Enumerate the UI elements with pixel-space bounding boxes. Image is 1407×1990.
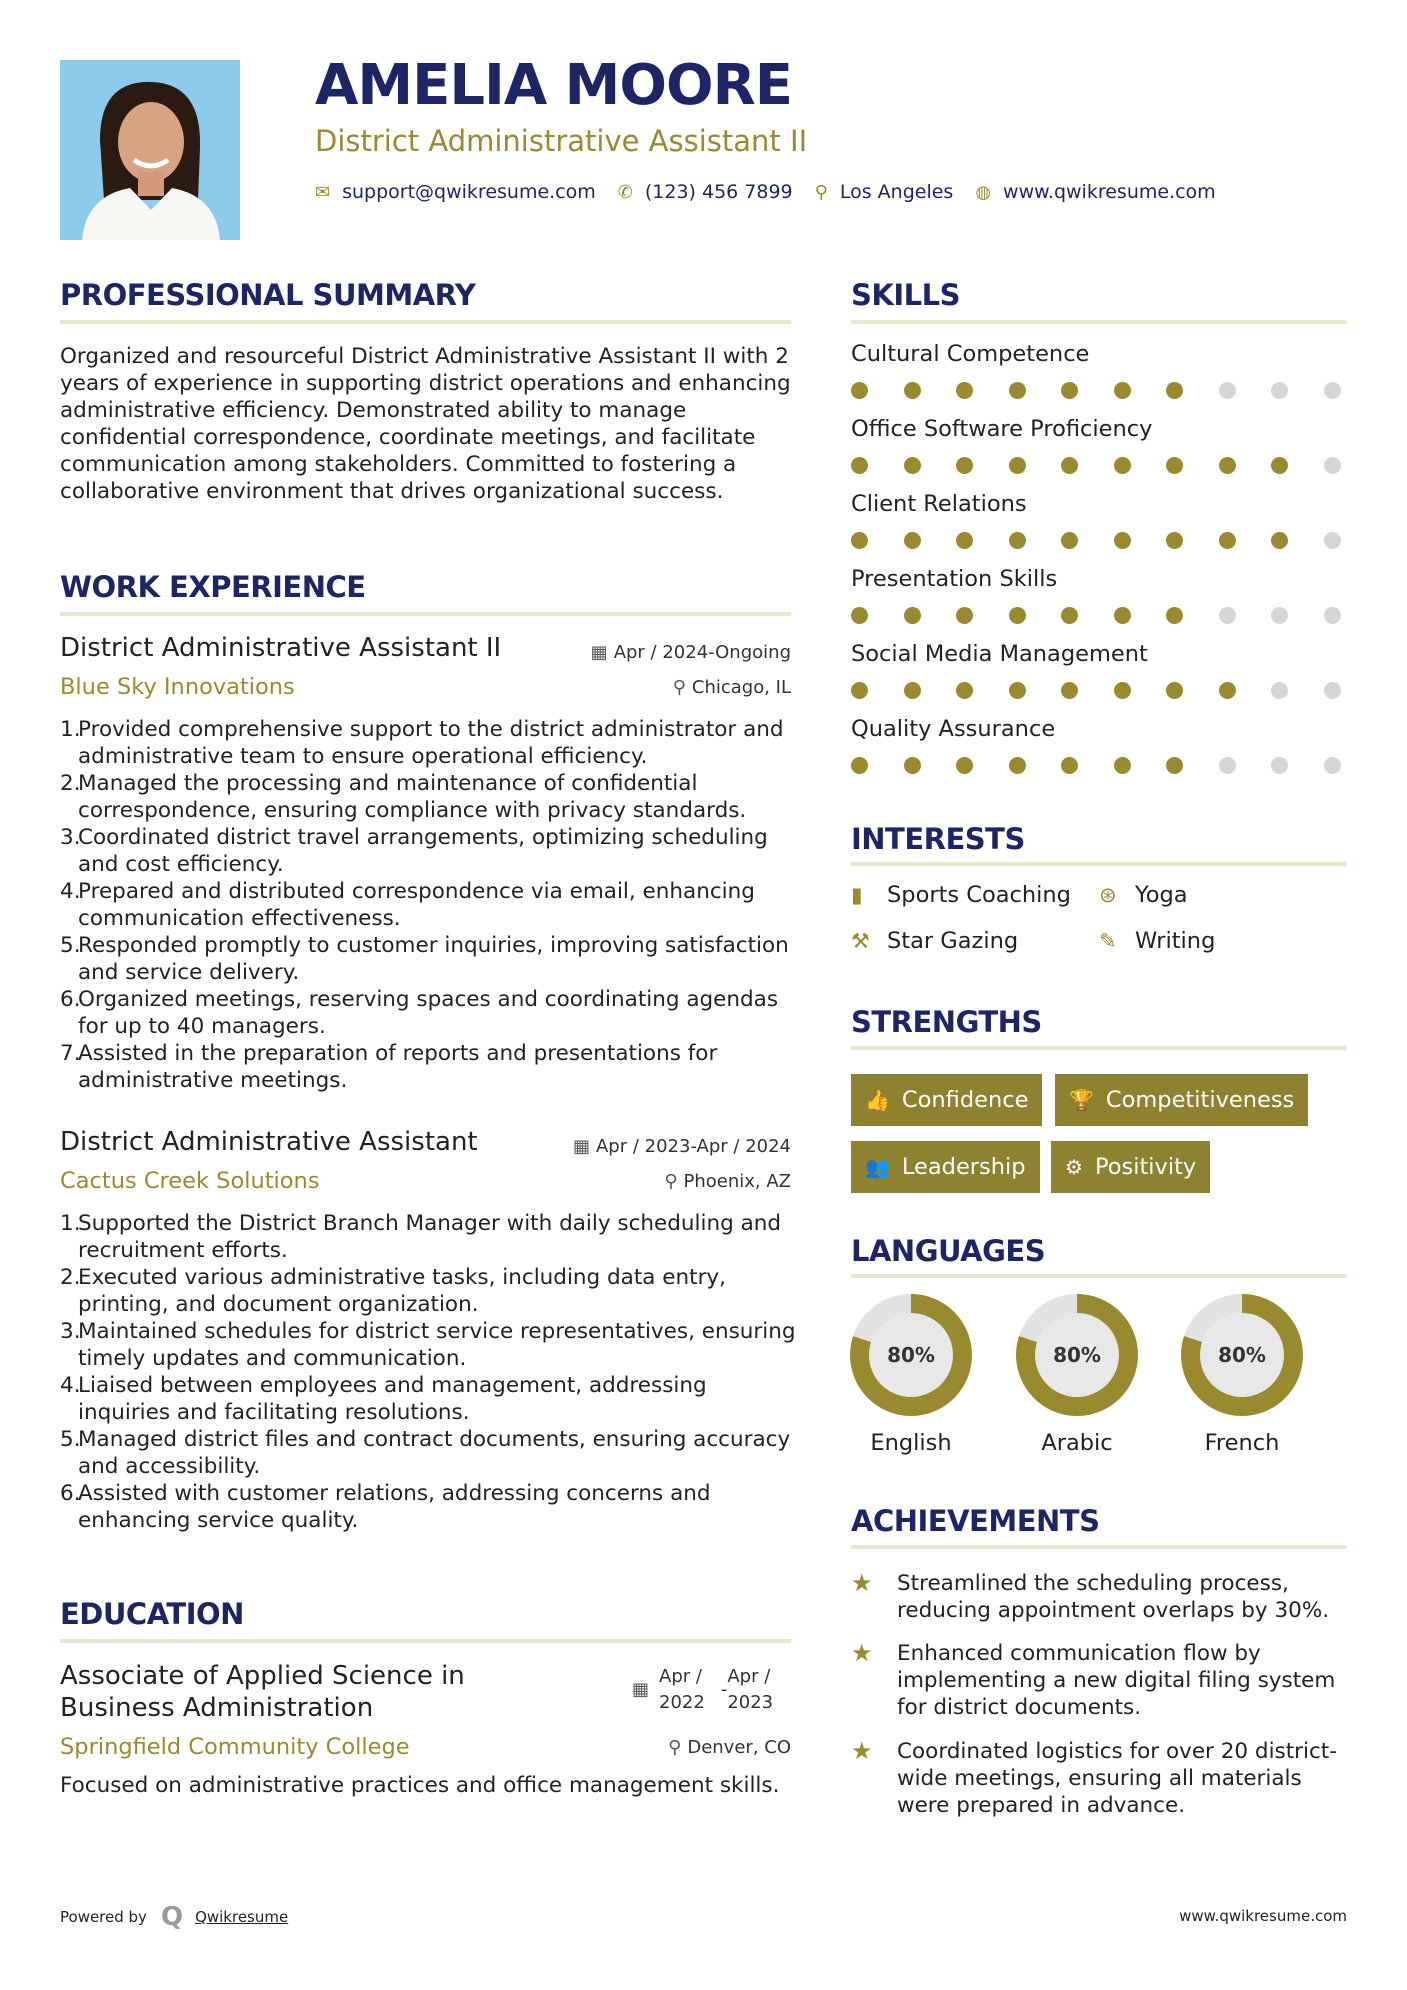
- skill-row: [851, 641, 1341, 716]
- languages-title: LANGUAGES: [851, 1234, 1046, 1268]
- avatar: [60, 60, 240, 240]
- candidate-role: District Administrative Assistant II: [315, 124, 808, 158]
- pin-icon: ⚲: [664, 1171, 678, 1192]
- language-ring: [1181, 1294, 1303, 1416]
- star-icon: ★: [851, 1569, 873, 1597]
- rating-dot-filled: [851, 532, 868, 549]
- candidate-name: AMELIA MOORE: [315, 53, 792, 118]
- thumbs-up-icon: 👍: [865, 1088, 890, 1112]
- contact-email[interactable]: support@qwikresume.com: [342, 181, 596, 203]
- interest-item: [1099, 928, 1215, 954]
- job-company: Blue Sky Innovations: [60, 674, 295, 700]
- rating-dot-filled: [956, 382, 973, 399]
- education-location: [668, 1737, 791, 1758]
- strength-label: Positivity: [1094, 1154, 1197, 1180]
- languages-divider: [851, 1274, 1347, 1278]
- rating-dot-empty: [1271, 607, 1288, 624]
- rating-dot-filled: [904, 457, 921, 474]
- strength-label: Competitiveness: [1105, 1087, 1295, 1113]
- rating-dot-filled: [956, 532, 973, 549]
- summary-text: Organized and resourceful District Administrative Assistant II with 2 years of experience in supporting district operations and enhancing administrative efficiency. Demonstrated ability to manage confidential correspondence, coordinate meetings, and facilitate communication among stakeholders. Committed to fostering a collaborative environment that drives organizational success.: [60, 344, 791, 504]
- skill-rating: [851, 682, 1341, 699]
- language-ring: [850, 1294, 972, 1416]
- interest-label: Sports Coaching: [887, 882, 1071, 908]
- list-item: Organized meetings, reserving spaces and coordinating agendas for up to 40 managers.: [78, 987, 779, 1039]
- envelope-icon: ✉: [315, 181, 331, 203]
- skills-list: [851, 341, 1341, 791]
- strengths-title: STRENGTHS: [851, 1005, 1042, 1039]
- skill-name: Presentation Skills: [851, 566, 1058, 592]
- phone-icon: ✆: [617, 181, 633, 203]
- rating-dot-filled: [956, 757, 973, 774]
- rating-dot-filled: [956, 607, 973, 624]
- job-dates-text: Apr / 2023-Apr / 2024: [595, 1136, 791, 1157]
- education-divider: [60, 1639, 791, 1643]
- profile-photo: [60, 60, 240, 240]
- skill-name: Office Software Proficiency: [851, 416, 1153, 442]
- rating-dot-filled: [851, 607, 868, 624]
- language-name: Arabic: [1041, 1430, 1113, 1456]
- interest-label: Yoga: [1135, 882, 1188, 908]
- interest-item: [1099, 882, 1188, 908]
- language-percent: 80%: [869, 1313, 953, 1397]
- language-ring: [1016, 1294, 1138, 1416]
- skill-name: Client Relations: [851, 491, 1027, 517]
- rating-dot-empty: [1324, 682, 1341, 699]
- list-item: Liaised between employees and management, addressing inquiries and facilitating resolutions.: [78, 1373, 707, 1425]
- interest-item: [851, 928, 1018, 954]
- skills-divider: [851, 320, 1347, 324]
- language-percent: 80%: [1200, 1313, 1284, 1397]
- education-dates: [632, 1664, 773, 1716]
- rating-dot-filled: [1166, 682, 1183, 699]
- qwikresume-logo-icon: Q: [160, 1902, 184, 1932]
- rating-dot-empty: [1324, 607, 1341, 624]
- calendar-icon: ▦: [572, 1136, 590, 1157]
- skill-name: Quality Assurance: [851, 716, 1056, 742]
- rating-dot-filled: [956, 682, 973, 699]
- star-icon: ★: [851, 1737, 873, 1765]
- rating-dot-empty: [1324, 382, 1341, 399]
- interests-divider: [851, 862, 1347, 866]
- job-location-text: Phoenix, AZ: [683, 1171, 791, 1192]
- work-title: WORK EXPERIENCE: [60, 570, 366, 604]
- rating-dot-filled: [904, 382, 921, 399]
- rating-dot-filled: [851, 682, 868, 699]
- contact-location: Los Angeles: [839, 181, 954, 203]
- rating-dot-filled: [1061, 607, 1078, 624]
- list-item: Prepared and distributed correspondence via email, enhancing communication effectiveness.: [78, 879, 755, 931]
- brand-link[interactable]: Qwikresume: [195, 1908, 289, 1926]
- job-title: District Administrative Assistant II: [60, 633, 502, 663]
- users-icon: 👥: [865, 1155, 890, 1179]
- rating-dot-filled: [904, 757, 921, 774]
- list-item: Supported the District Branch Manager with daily scheduling and recruitment efforts.: [78, 1211, 782, 1263]
- list-item: Responded promptly to customer inquiries, improving satisfaction and service delivery.: [78, 933, 789, 985]
- language-name: English: [870, 1430, 952, 1456]
- rating-dot-filled: [904, 532, 921, 549]
- rating-dot-filled: [1271, 457, 1288, 474]
- rating-dot-filled: [1166, 457, 1183, 474]
- pin-icon: ⚲: [672, 677, 686, 698]
- job-location-text: Chicago, IL: [691, 677, 791, 698]
- strengths-divider: [851, 1046, 1347, 1050]
- edu-start-month: Apr /: [659, 1666, 702, 1687]
- education-title: EDUCATION: [60, 1597, 244, 1631]
- skill-row: [851, 491, 1341, 566]
- interest-label: Star Gazing: [887, 928, 1019, 954]
- strength-label: Confidence: [901, 1087, 1029, 1113]
- education-location-text: Denver, CO: [687, 1737, 791, 1758]
- rating-dot-filled: [904, 607, 921, 624]
- achievement-item: [851, 1640, 1357, 1721]
- rating-dot-filled: [1009, 457, 1026, 474]
- rating-dot-empty: [1324, 757, 1341, 774]
- rating-dot-empty: [1324, 532, 1341, 549]
- interest-item: [851, 882, 1071, 908]
- education-description: Focused on administrative practices and office management skills.: [60, 1773, 780, 1798]
- rating-dot-empty: [1324, 457, 1341, 474]
- skill-rating: [851, 757, 1341, 774]
- skill-row: [851, 566, 1341, 641]
- achievement-text: Enhanced communication flow by implementing a new digital filing system for district documents.: [897, 1641, 1336, 1720]
- edu-end-year: 2023: [727, 1692, 774, 1713]
- rating-dot-filled: [1061, 532, 1078, 549]
- rating-dot-empty: [1271, 682, 1288, 699]
- job-title: District Administrative Assistant: [60, 1127, 478, 1157]
- rating-dot-empty: [1219, 382, 1236, 399]
- interests-title: INTERESTS: [851, 822, 1025, 856]
- rating-dot-filled: [1114, 607, 1131, 624]
- rating-dot-filled: [851, 382, 868, 399]
- rating-dot-filled: [1114, 532, 1131, 549]
- achievement-text: Coordinated logistics for over 20 district-wide meetings, ensuring all materials were prepared in advance.: [897, 1739, 1337, 1818]
- rating-dot-filled: [1061, 382, 1078, 399]
- achievements-title: ACHIEVEMENTS: [851, 1504, 1100, 1538]
- sun-icon: ⚙: [1065, 1155, 1083, 1179]
- language-percent: 80%: [1035, 1313, 1119, 1397]
- skill-row: [851, 341, 1341, 416]
- rating-dot-filled: [956, 457, 973, 474]
- rating-dot-filled: [1271, 532, 1288, 549]
- skill-rating: [851, 457, 1341, 474]
- briefcase-icon: ▮: [851, 883, 863, 907]
- rating-dot-filled: [1009, 682, 1026, 699]
- school-name: Springfield Community College: [60, 1734, 410, 1760]
- calendar-icon: ▦: [632, 1679, 650, 1700]
- edu-date-dash: -: [720, 1679, 728, 1700]
- skill-row: [851, 416, 1341, 491]
- skill-rating: [851, 382, 1341, 399]
- achievement-item: [851, 1570, 1357, 1624]
- gavel-icon: ⚒: [851, 929, 870, 953]
- interest-label: Writing: [1135, 928, 1216, 954]
- contact-phone[interactable]: (123) 456 7899: [644, 181, 793, 203]
- job-location: [673, 677, 791, 698]
- job-duties: [60, 716, 800, 1094]
- list-item: Coordinated district travel arrangements, optimizing scheduling and cost efficiency.: [78, 825, 768, 877]
- rating-dot-filled: [1061, 757, 1078, 774]
- rating-dot-filled: [904, 682, 921, 699]
- job-location: [664, 1171, 791, 1192]
- strength-badge: [851, 1141, 1040, 1193]
- strength-badge: [1051, 1141, 1210, 1193]
- rating-dot-filled: [1166, 532, 1183, 549]
- language-name: French: [1204, 1430, 1280, 1456]
- skill-row: [851, 716, 1341, 791]
- pencil-icon: ✎: [1099, 929, 1117, 953]
- contact-bar: [315, 178, 1238, 206]
- rating-dot-empty: [1219, 607, 1236, 624]
- calendar-icon: ▦: [590, 642, 608, 663]
- map-marker-icon: ⚲: [814, 181, 828, 203]
- rating-dot-filled: [1114, 457, 1131, 474]
- list-item: Managed district files and contract documents, ensuring accuracy and accessibility.: [78, 1427, 791, 1479]
- list-item: Executed various administrative tasks, including data entry, printing, and document organization.: [78, 1265, 726, 1317]
- list-item: Provided comprehensive support to the district administrator and administrative team to ensure operational efficiency.: [78, 717, 784, 769]
- rating-dot-filled: [1219, 457, 1236, 474]
- rating-dot-empty: [1271, 757, 1288, 774]
- work-divider: [60, 612, 791, 616]
- trophy-icon: 🏆: [1069, 1088, 1094, 1112]
- summary-title: PROFESSIONAL SUMMARY: [60, 278, 476, 312]
- achievement-item: [851, 1738, 1357, 1819]
- rating-dot-filled: [1166, 607, 1183, 624]
- rating-dot-filled: [1061, 457, 1078, 474]
- rating-dot-filled: [1114, 682, 1131, 699]
- skills-title: SKILLS: [851, 278, 960, 312]
- job-dates: [591, 642, 791, 663]
- footer-website[interactable]: www.qwikresume.com: [1179, 1907, 1347, 1925]
- job-dates-text: Apr / 2024-Ongoing: [613, 642, 791, 663]
- powered-by-label: Powered by: [60, 1908, 147, 1926]
- strength-label: Leadership: [901, 1154, 1026, 1180]
- list-item: Assisted in the preparation of reports and presentations for administrative meetings.: [78, 1041, 718, 1093]
- rating-dot-filled: [851, 457, 868, 474]
- pin-icon: ⚲: [668, 1737, 682, 1758]
- edu-start-year: 2022: [659, 1692, 705, 1713]
- rating-dot-empty: [1271, 382, 1288, 399]
- rating-dot-filled: [1009, 607, 1026, 624]
- degree-line-2: Business Administration: [60, 1693, 374, 1723]
- job-dates: [573, 1136, 791, 1157]
- rating-dot-filled: [1009, 382, 1026, 399]
- list-item: Maintained schedules for district service representatives, ensuring timely updates and communication.: [78, 1319, 796, 1371]
- achievement-text: Streamlined the scheduling process, reducing appointment overlaps by 30%.: [897, 1571, 1330, 1623]
- degree-line-1: Associate of Applied Science in: [60, 1661, 465, 1691]
- strength-badge: [851, 1074, 1042, 1126]
- job-duties: [60, 1210, 800, 1534]
- contact-website[interactable]: www.qwikresume.com: [1003, 181, 1216, 203]
- rating-dot-filled: [1009, 757, 1026, 774]
- strength-badge: [1055, 1074, 1308, 1126]
- job-company: Cactus Creek Solutions: [60, 1168, 320, 1194]
- summary-divider: [60, 320, 791, 324]
- edu-end-month: Apr /: [727, 1666, 771, 1687]
- rating-dot-filled: [1219, 682, 1236, 699]
- skill-rating: [851, 607, 1341, 624]
- skill-name: Social Media Management: [851, 641, 1148, 667]
- rating-dot-filled: [1219, 532, 1236, 549]
- achievements-divider: [851, 1545, 1347, 1549]
- star-icon: ★: [851, 1639, 873, 1667]
- rating-dot-filled: [1114, 382, 1131, 399]
- rating-dot-filled: [1061, 682, 1078, 699]
- skill-name: Cultural Competence: [851, 341, 1090, 367]
- rating-dot-filled: [1166, 757, 1183, 774]
- skill-rating: [851, 532, 1341, 549]
- rating-dot-filled: [1114, 757, 1131, 774]
- rating-dot-empty: [1219, 757, 1236, 774]
- lifebuoy-icon: ⊛: [1099, 883, 1117, 907]
- degree-title: [60, 1660, 465, 1724]
- rating-dot-filled: [1009, 532, 1026, 549]
- rating-dot-filled: [1166, 382, 1183, 399]
- list-item: Managed the processing and maintenance of confidential correspondence, ensuring compliance with privacy standards.: [78, 771, 747, 823]
- globe-icon: ◍: [975, 181, 992, 203]
- rating-dot-filled: [851, 757, 868, 774]
- list-item: Assisted with customer relations, addressing concerns and enhancing service quality.: [78, 1481, 711, 1533]
- footer-powered: [60, 1902, 288, 1932]
